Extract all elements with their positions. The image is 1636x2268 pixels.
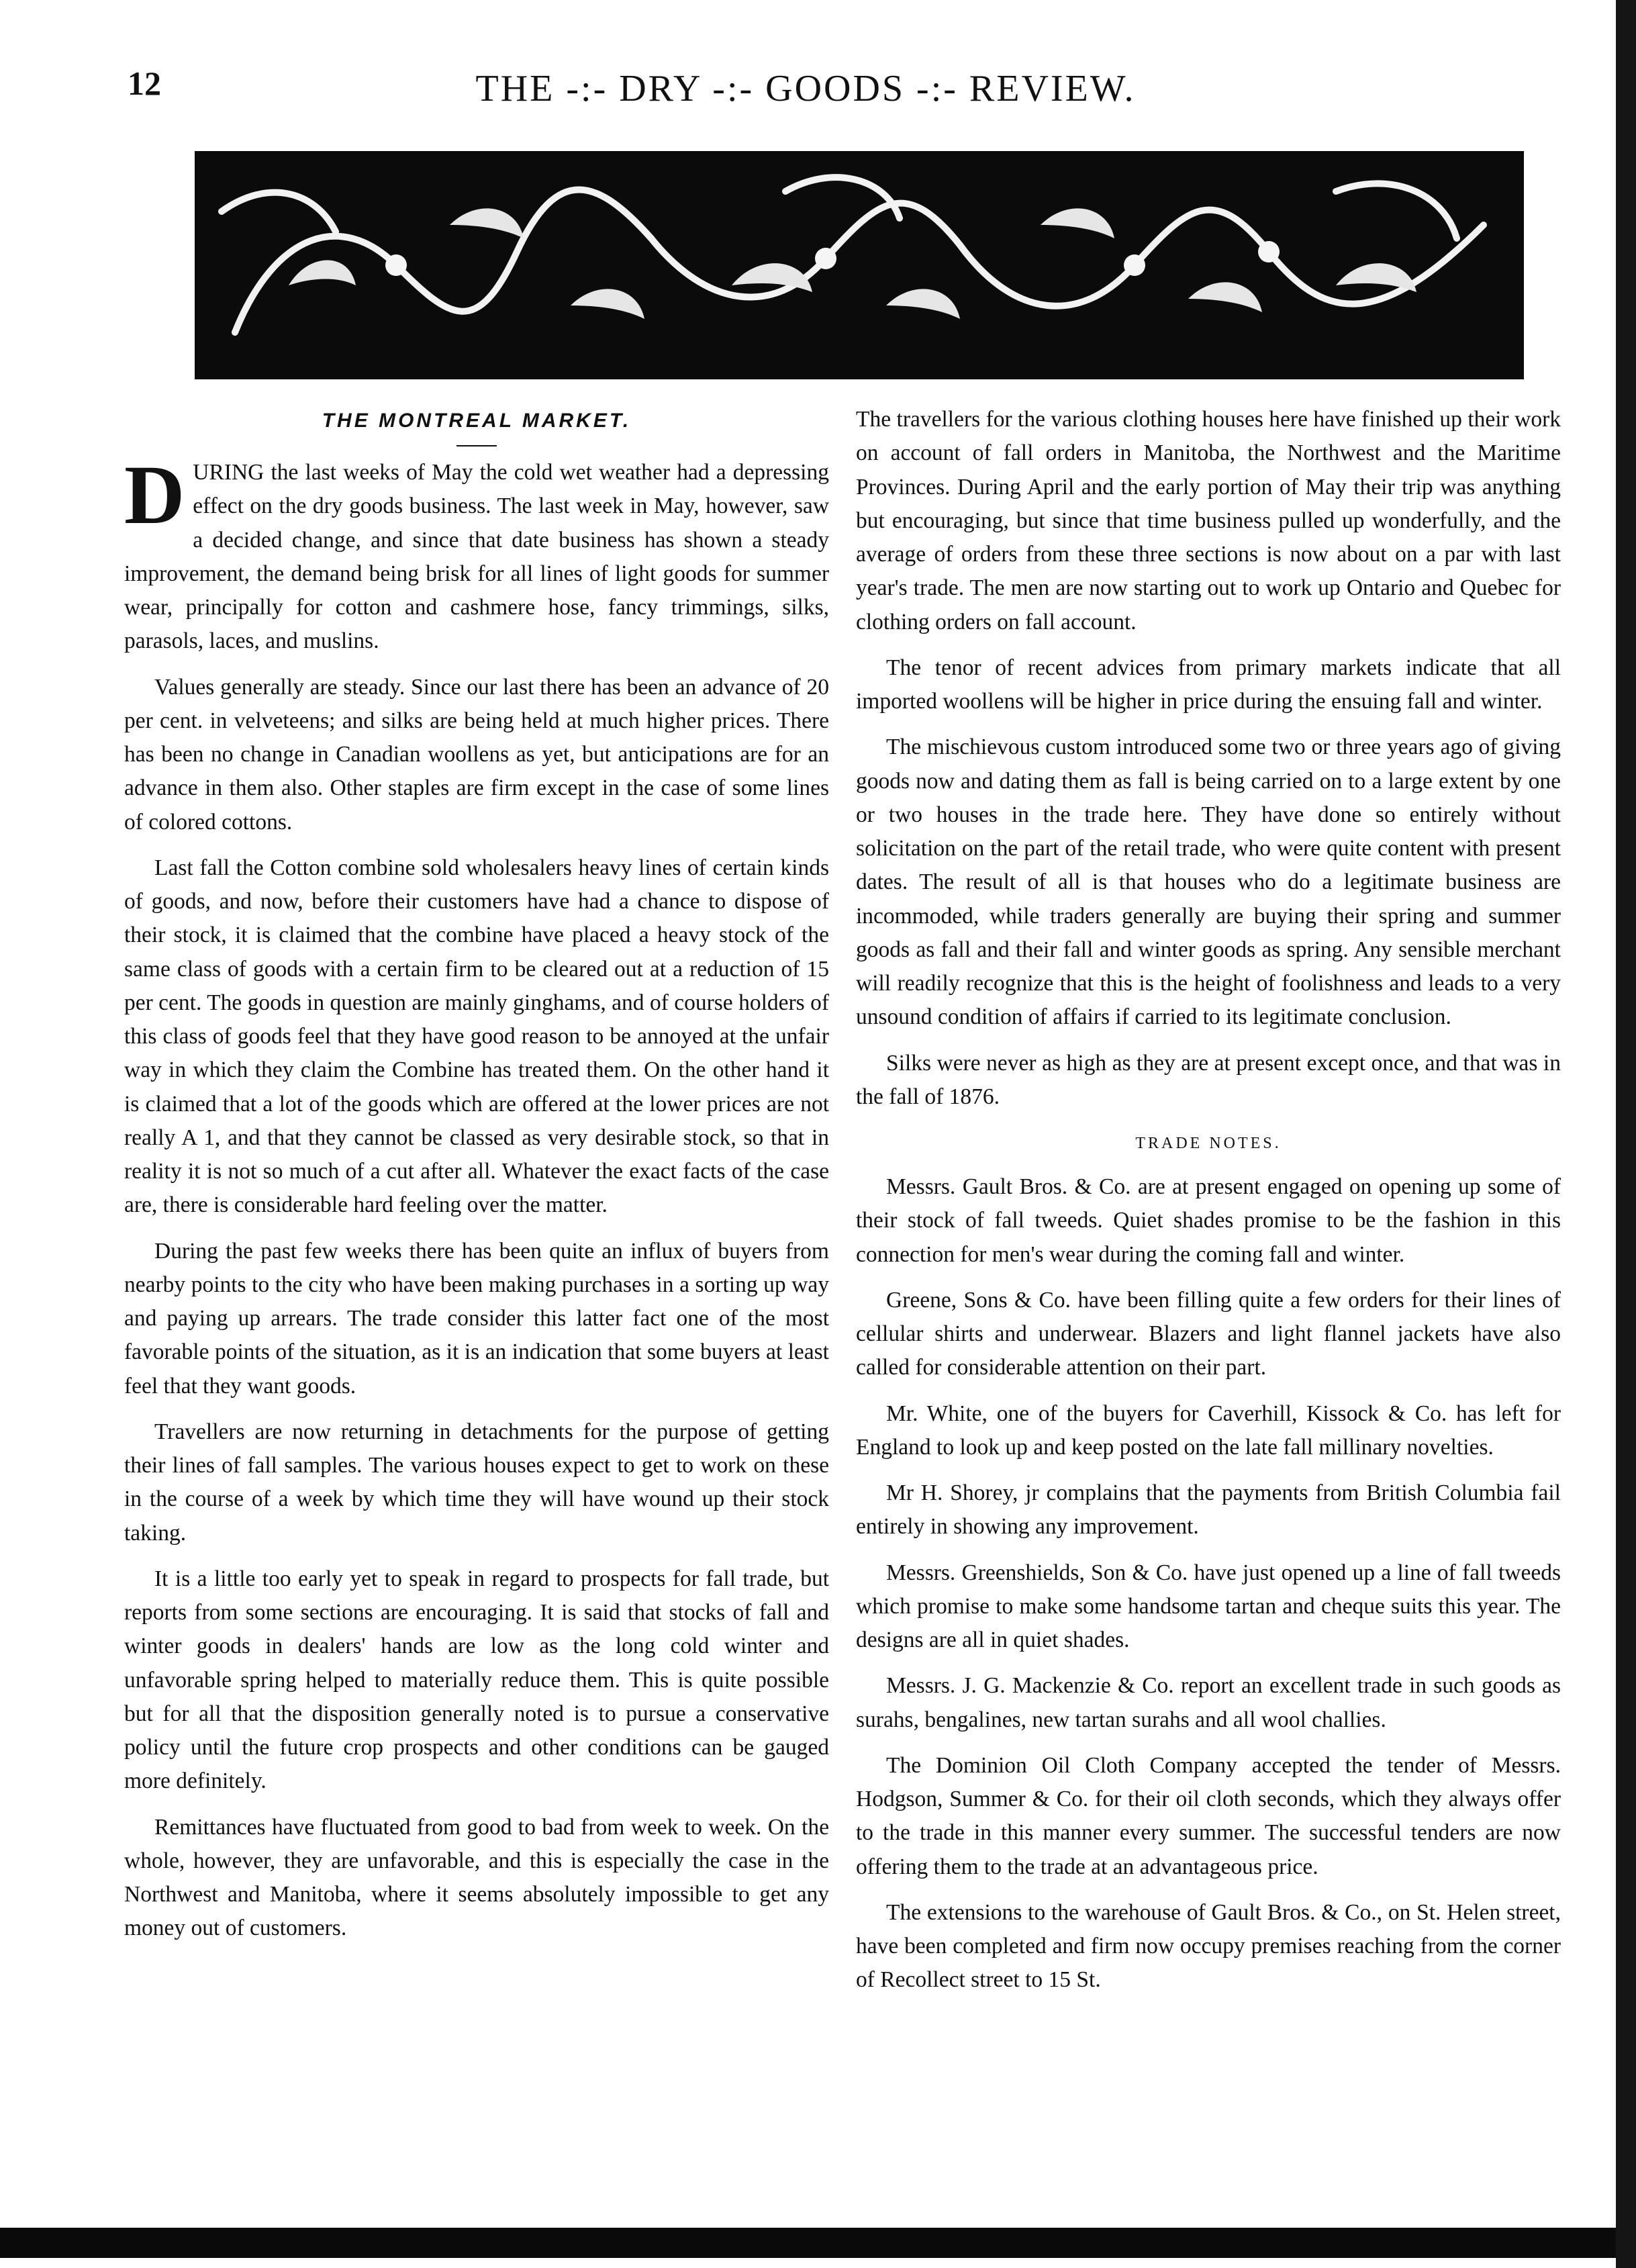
title-rule — [456, 445, 497, 446]
article-paragraph: It is a little too early yet to speak in regard to prospects for fall trade, but reports from some sections are encouraging. It is said that stocks of fall and winter goods in dealers' hands are low as the long cold winter and unfavorable spring helped to materially reduce them. This is quite possible but for all that the disposition generally noted is to pursue a conservative policy until the future crop prospects and other conditions can be gauged more definitely. — [124, 1566, 829, 1794]
article-paragraph: Remittances have fluctuated from good to bad from week to week. On the whole, however, they are unfavorable, and this is especially the case in the Northwest and Manitoba, where it seems absolutely impossible to get any money out of customers. — [124, 1814, 829, 1941]
trade-note: The extensions to the warehouse of Gault Bros. & Co., on St. Helen street, have been completed and firm now occupy premises reaching from the corner of Recollect street to 15 St. — [856, 1899, 1561, 1993]
trade-note: Messrs. Gault Bros. & Co. are at present engaged on opening up some of their stock of fall tweeds. Quiet shades promise to be the fashion in this connection for men's wear during the coming fall and winter. — [856, 1174, 1561, 1267]
article-paragraph: Silks were never as high as they are at present except once, and that was in the fall of 1876. — [856, 1050, 1561, 1109]
article-paragraph: The tenor of recent advices from primary markets indicate that all imported woollens will be higher in price during the ensuing fall and winter. — [856, 655, 1561, 714]
trade-notes-heading: TRADE NOTES. — [1135, 1135, 1282, 1152]
article-paragraph: Values generally are steady. Since our last there has been an advance of 20 per cent. in velveteens; and silks are being held at much higher prices. There has been no change in Canadian woollens as yet, but anticipations are for an advance in them also. Other staples are firm except in the case of some lines of colored cottons. — [124, 674, 829, 835]
trade-note: Mr. White, one of the buyers for Caverhill, Kissock & Co. has left for England to look up and keep posted on the late fall millinary novelties. — [856, 1401, 1561, 1460]
trade-note: Mr H. Shorey, jr complains that the payments from British Columbia fail entirely in showing any improvement. — [856, 1480, 1561, 1540]
page-number: 12 — [128, 64, 161, 102]
drop-cap: D — [124, 449, 185, 542]
scan-right-edge — [1616, 0, 1636, 2268]
article-paragraph: The travellers for the various clothing houses here have finished up their work on account of fall orders in Manitoba, the Northwest and the Maritime Provinces. During April and the early portion of May their trip was anything but encouraging, but since that time business pulled up wonderfully, and the average of orders from these three sections is now about on a par with last year's trade. The men are now starting out to work up Ontario and Quebec for clothing orders on fall account. — [856, 407, 1561, 634]
trade-note: Messrs. Greenshields, Son & Co. have just opened up a line of fall tweeds which promise to make some handsome tartan and cheque suits this year. The designs are all in quiet shades. — [856, 1560, 1561, 1652]
trade-note: The Dominion Oil Cloth Company accepted the tender of Messrs. Hodgson, Summer & Co. for their oil cloth seconds, which they always offer to the trade in this manner every summer. The successful tenders are now offering them to the trade at an advantageous price. — [856, 1752, 1561, 1879]
running-title: THE -:- DRY -:- GOODS -:- REVIEW. — [475, 68, 1136, 109]
article-paragraph: DURING the last weeks of May the cold wet weather had a depressing effect on the dry goods business. The last week in May, however, saw a decided change, and since that date business has shown a steady improvement, the demand being brisk for all lines of light goods for summer wear, principally for cotton and cashmere hose, fancy trimmings, silks, parasols, laces, and muslins. — [124, 449, 829, 654]
article-paragraph: The mischievous custom introduced some two or three years ago of giving goods now and dating them as fall is being carried on to a large extent by one or two houses in the trade here. They have done so entirely without solicitation on the part of the retail trade, who were quite content with present dates. The result of all is that houses who do a legitimate business are incommoded, while traders generally are buying their spring and summer goods as fall and their fall and winter goods as spring. Any sensible merchant will readily recognize that this is the height of foolishness and leads to a very unsound condition of affairs if carried to its legitimate conclusion. — [856, 735, 1561, 1030]
decorative-scroll-banner — [195, 151, 1524, 379]
left-column — [124, 403, 829, 1958]
article-title: THE MONTREAL MARKET. — [322, 410, 632, 432]
scan-bottom-border — [0, 2228, 1636, 2258]
article-paragraph: During the past few weeks there has been quite an influx of buyers from nearby points to the city who have been making purchases in a sorting up way and paying up arrears. The trade consider this latter fact one of the most favorable points of the situation, as it is an indication that some buyers at least feel that they want goods. — [124, 1238, 829, 1399]
trade-note: Greene, Sons & Co. have been filling quite a few orders for their lines of cellular shirts and underwear. Blazers and light flannel jackets have also called for considerable attention on their part. — [856, 1287, 1561, 1380]
trade-note: Messrs. J. G. Mackenzie & Co. report an excellent trade in such goods as surahs, bengalines, new tartan surahs and all wool challies. — [856, 1673, 1561, 1732]
article-paragraph: Last fall the Cotton combine sold wholesalers heavy lines of certain kinds of goods, and now, before their customers have had a chance to dispose of their stock, it is claimed that the combine have placed a heavy stock of the same class of goods with a certain firm to be cleared out at a reduction of 15 per cent. The goods in question are mainly ginghams, and of course holders of this class of goods feel that they have good reason to be annoyed at the unfair way in which they claim the Combine has treated them. On the other hand it is claimed that a lot of the goods which are offered at the lower prices are not really A 1, and that they cannot be classed as very desirable stock, so that in reality it is not so much of a cut after all. Whatever the exact facts of the case are, there is considerable hard feeling over the matter. — [124, 855, 829, 1218]
article-paragraph: Travellers are now returning in detachments for the purpose of getting their lines of fall samples. The various houses expect to get to work on these in the course of a week by which time they will have wound up their stock taking. — [124, 1419, 829, 1546]
right-column — [856, 403, 1561, 2010]
